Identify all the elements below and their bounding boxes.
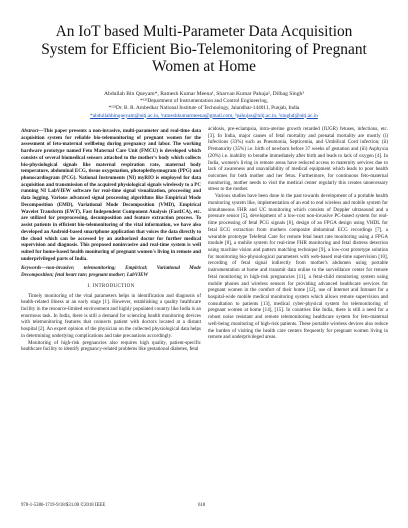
abstract xyxy=(21,128,201,262)
abstract-text: —This paper presents a non-invasive, multi-parameter and real-time data acquisition system for reliable bio-telemonitoring of pregnant women for the assessment of feto-maternal wellbeing during pregnancy and labor. The working hardware prototype named Feto Maternal Care Unit (FMCU) is developed which consists of several biomedical sensors attached to the mother's body which collects bio-physiological signals like maternal respiration rate, maternal body temperature, abdominal ECG, tissue oxygenation, photoplethysmogram (PPG) and phonocardiogram (PCG). National Instruments (NI) myRIO is employed for data acquisition and transmission of the acquired physiological signals wirelessly to a PC running NI LabVIEW software for real-time signal visualization, processing and data logging. Various advanced signal processing algorithms like Empirical Mode Decomposition (EMD), Variational Mode Decomposition (VMD), Empirical Wavelet Transform (EWT), Fast Independent Component Analysis (FastICA), etc. are utilized for preprocessing, decomposition and feature extraction process. To assist patients in efficient bio-telemonitoring of the vital information, we have also developed an Android-based smartphone application that voices the data directly to the cloud which can be accessed by an authorized doctor for further medical supervision and diagnosis. This proposed noninvasive and real-time system is well suited for home-based health monitoring of pregnant women's living in remote and underprivileged parts of India. xyxy=(21,128,201,262)
title-line: An IoT based Multi-Parameter Data Acquisition xyxy=(55,23,353,40)
keywords-text: —non-invasive; telemonitoring; Empirical; Variational Mode Decomposition; fetal heart rate; pregnant mother; LabVIEW xyxy=(21,265,201,279)
keywords-label: Keywords xyxy=(21,265,42,272)
keywords xyxy=(21,265,201,278)
author-names: Abdullah Bin Queyam*, Ramesh Kumar Meena¹, Sharvan Kumar Pahuja², Dilbag Singh³ xyxy=(104,91,304,97)
intro-paragraph: Timely monitoring of the vital parameters helps in identification and diagnosis of health-related illness at an early stage [1]. However, establishing a quality healthcare facility in the resource-limited environment and highly populated country like India is an enormous task. In India, there is still a demand for sciencing health monitoring devices with telemonitoring features that connects patient with doctors located at a distant hospital [2]. An expert opinion of the physician on the collected physiological data helps in determining underlying complications and take precautions accordingly. xyxy=(21,292,201,339)
copyright-notice: 978-1-5386-1719-9/18/$31.00 ©2018 IEEE xyxy=(21,503,106,508)
title-line: System for Efficient Bio-Telemonitoring of Pregnant xyxy=(41,40,367,58)
body-paragraph: Various studies have been done in the past towards development of a portable health monitoring system like, implementation of an end to end wireless and mobile system for simultaneous FHR and UC monitoring which consists of Doppler ultrasound and a pressure sensor [5], development of a low-cost non-invasive PC-based system for real-time processing of fetal PCG signals [6], design of an FPGA design using VHDL for fetal ECG extraction from mothers composite abdominal ECG recordings [7], a wearable prototype Telefetal Care for remote fetal heart rate monitoring using a FPGA module [8], a mobile system for real-time FHR monitoring and fetal distress detection using machine vision and pattern matching technique [9], a low-cost prototype solution for monitoring bio-physiological parameters with web-based real-time supervision [10], recording of fetal signal indirectly from mother's abdomen using portable instrumentation at home and transmit data online to the surveillance center for remote fetal monitoring in high-risk pregnancies [11], a fetal-child monitoring system using mobile phones and wireless sensors for providing advanced healthcare services for pregnant women in the comfort of their home [12], use of Internet and Intranet for a hospital-wide mobile medical monitoring system which allows remote supervision and consultation to patients [13], medical cyber-physical system for telemonitoring of pregnant women at home [14], [15]. In countries like India, there is still a need for a robust noise resistant and remote telemonitoring healthcare system for feto-maternal well-being monitoring of high-risk patients. These portable wireless devices also reduce the burden of visiting the health care centers frequently for pregnant women living in remote and underprivileged areas. xyxy=(208,193,388,341)
affiliation-department: *¹²³Department of Instrumentation and Control Engineering, xyxy=(139,98,269,105)
paper-title xyxy=(20,23,388,76)
affiliation-institute: *¹²³Dr. B. R. Ambedkar National Institute of Technology, Jalandhar-144011, Punjab, India xyxy=(108,105,300,112)
author-block xyxy=(20,91,388,120)
page-number: 618 xyxy=(198,503,206,508)
author-emails[interactable]: *abdullahbinqueyam@nitj.ac.in, ¹rameshkumarmeena@gmail.com, ²pahujas@nitj.ac.in, ³singhd@nitj.ac.in xyxy=(90,112,318,119)
right-column xyxy=(208,126,388,341)
left-column xyxy=(21,128,201,353)
abstract-label: Abstract xyxy=(21,128,39,134)
body-paragraph: acidosis, pre-eclampsia, intra-uterine growth retarded (IUGR) fetuses, infections, etc. [3]. In India, major causes of fetal mortality and prenatal mortality are mostly (i) Infections (33%) such as Pneumonia, Septicemia, and Umbilical Cord infection; (ii) Prematurity (35%) i.e. birth of newborn before 37 weeks of gestation and (iii) Asphyxia (20%) i.e. inability to breathe immediately after birth and leads to lack of oxygen [4]. In India, women's living in remote areas have reduced access to maternity services due to lack of awareness and unavailability of medical equipment which leads to poor health outcomes for both mother and her fetus. Furthermore, for continuous feto-maternal monitoring, mother needs to visit the medical center regularly this creates unnecessary stress to the mother. xyxy=(208,126,388,193)
title-line: Women at Home xyxy=(152,58,256,76)
intro-paragraph: Monitoring of high-risk pregnancies also requires high quality, patient-specific healthcare facility to identify pregnancy-related problems like gestational diabetes, fetal xyxy=(21,339,201,353)
section-heading-introduction: I. INTRODUCTION xyxy=(87,282,135,289)
